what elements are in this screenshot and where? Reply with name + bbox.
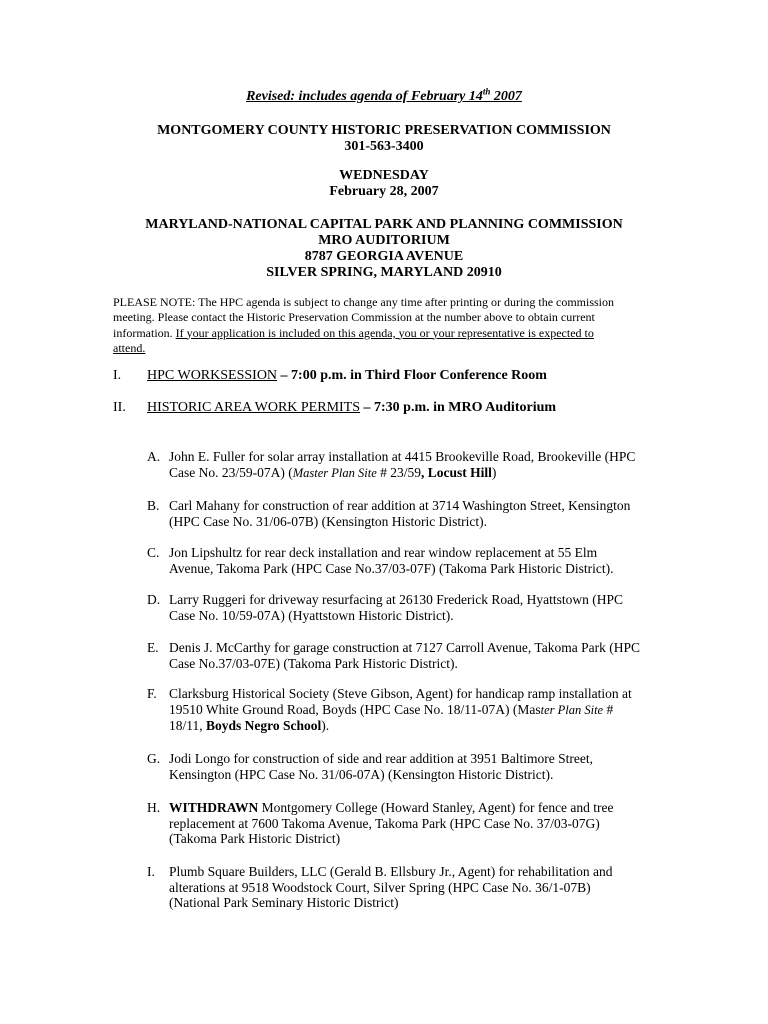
section-detail: – 7:30 p.m. in MRO Auditorium [360, 400, 557, 415]
commission-block [0, 123, 768, 155]
item-text: Case No. 23/59-07A) ( [169, 464, 293, 480]
meeting-day: WEDNESDAY [339, 168, 429, 183]
note-line-3-underlined: If your application is included on this agenda, you or your representative is expected to [175, 325, 594, 340]
street-address: 8787 GEORGIA AVENUE [304, 249, 464, 264]
revised-year: 2007 [490, 89, 522, 104]
item-line: alterations at 9518 Woodstock Court, Silver Spring (HPC Case No. 36/1-07B) [169, 879, 591, 895]
item-line: (HPC Case No. 31/06-07B) (Kensington Historic District). [169, 513, 487, 529]
agency-name: MARYLAND-NATIONAL CAPITAL PARK AND PLANNING COMMISSION [145, 217, 623, 232]
item-text: ) [491, 464, 497, 480]
item-line: replacement at 7600 Takoma Avenue, Takoma Park (HPC Case No. 37/03-07G) [169, 815, 600, 831]
item-body [169, 449, 667, 481]
item-line: Denis J. McCarthy for garage construction at 7127 Carroll Avenue, Takoma Park (HPC [169, 640, 640, 655]
please-note-paragraph [113, 295, 643, 356]
location-block [0, 217, 768, 281]
item-line: Clarksburg Historical Society (Steve Gibson, Agent) for handicap ramp installation at [169, 686, 632, 701]
commission-phone: 301-563-3400 [344, 139, 424, 154]
section-title: HPC WORKSESSION [147, 368, 278, 383]
item-letter: G. [147, 751, 161, 766]
item-text: ). [321, 718, 330, 734]
meeting-date-block [0, 168, 768, 200]
item-text: 19510 White Ground Road, Boyds (HPC Case No. 18/11-07A) (Mas [169, 701, 541, 717]
item-line: (Takoma Park Historic District) [169, 831, 341, 847]
item-line: Larry Ruggeri for driveway resurfacing at 26130 Frederick Road, Hyattstown (HPC [169, 592, 624, 607]
master-plan-site-label: Master Plan Site [292, 465, 377, 480]
item-letter: H. [147, 800, 161, 815]
item-body [169, 640, 667, 671]
item-body [169, 545, 667, 576]
item-letter: F. [147, 686, 157, 701]
item-line: John E. Fuller for solar array installation at 4415 Brookeville Road, Brookeville (HPC [169, 449, 636, 464]
item-letter: C. [147, 545, 160, 560]
item-line: Jodi Longo for construction of side and rear addition at 3951 Baltimore Street, [169, 751, 594, 766]
note-line-3-plain: information. [113, 325, 176, 340]
note-line-4: attend. [113, 340, 146, 355]
room-name: MRO AUDITORIUM [318, 233, 450, 248]
item-letter: A. [147, 449, 161, 464]
section-title: HISTORIC AREA WORK PERMITS [147, 400, 361, 415]
item-letter: D. [147, 592, 161, 607]
item-line: Kensington (HPC Case No. 31/06-07A) (Kensington Historic District). [169, 766, 554, 782]
item-line: Case No. 10/59-07A) (Hyattstown Historic District). [169, 607, 454, 623]
section-number: I. [113, 368, 122, 383]
item-body [169, 800, 667, 847]
revised-superscript: th [482, 86, 491, 97]
item-text: # 23/59 [376, 464, 422, 480]
note-line-2: meeting. Please contact the Historic Preservation Commission at the number above to obtain current [113, 310, 595, 325]
master-plan-site-label: ter Plan Site [540, 702, 604, 717]
item-text: # [603, 701, 614, 717]
item-text: Montgomery College (Howard Stanley, Agent) for fence and tree [258, 800, 614, 815]
item-letter: E. [147, 640, 159, 655]
item-body [169, 751, 667, 782]
note-line-3 [113, 326, 643, 341]
revised-text: Revised: includes agenda of February 14 [246, 89, 483, 104]
item-body [169, 864, 667, 911]
section-heading [147, 400, 556, 416]
item-body [169, 498, 667, 529]
section-detail: – 7:00 p.m. in Third Floor Conference Room [277, 368, 547, 383]
site-name: Boyds Negro School [206, 718, 322, 734]
note-line-1: PLEASE NOTE: The HPC agenda is subject to change any time after printing or during the commission [113, 295, 615, 309]
item-line [169, 718, 667, 734]
withdrawn-label: WITHDRAWN [169, 800, 259, 815]
item-body [169, 592, 667, 623]
item-line: Carl Mahany for construction of rear addition at 3714 Washington Street, Kensington [169, 498, 631, 513]
commission-name: MONTGOMERY COUNTY HISTORIC PRESERVATION COMMISSION [157, 123, 611, 138]
revised-notice [0, 86, 768, 105]
item-line: Jon Lipshultz for rear deck installation and rear window replacement at 55 Elm [169, 545, 598, 560]
item-line: Avenue, Takoma Park (HPC Case No.37/03-07F) (Takoma Park Historic District). [169, 560, 614, 576]
section-number: II. [113, 400, 126, 415]
item-line: Case No.37/03-07E) (Takoma Park Historic District). [169, 655, 458, 671]
item-line [169, 800, 667, 816]
item-text: 18/11, [169, 718, 206, 734]
item-line [169, 465, 667, 482]
site-name: , Locust Hill [421, 464, 492, 480]
city-address: SILVER SPRING, MARYLAND 20910 [266, 265, 502, 280]
section-heading [147, 368, 547, 384]
meeting-date: February 28, 2007 [329, 184, 439, 199]
item-line: Plumb Square Builders, LLC (Gerald B. Ellsbury Jr., Agent) for rehabilitation and [169, 864, 613, 879]
item-body [169, 686, 667, 734]
item-line [169, 702, 667, 719]
item-letter: B. [147, 498, 160, 513]
item-line: (National Park Seminary Historic District) [169, 895, 399, 911]
item-letter: I. [147, 864, 155, 879]
